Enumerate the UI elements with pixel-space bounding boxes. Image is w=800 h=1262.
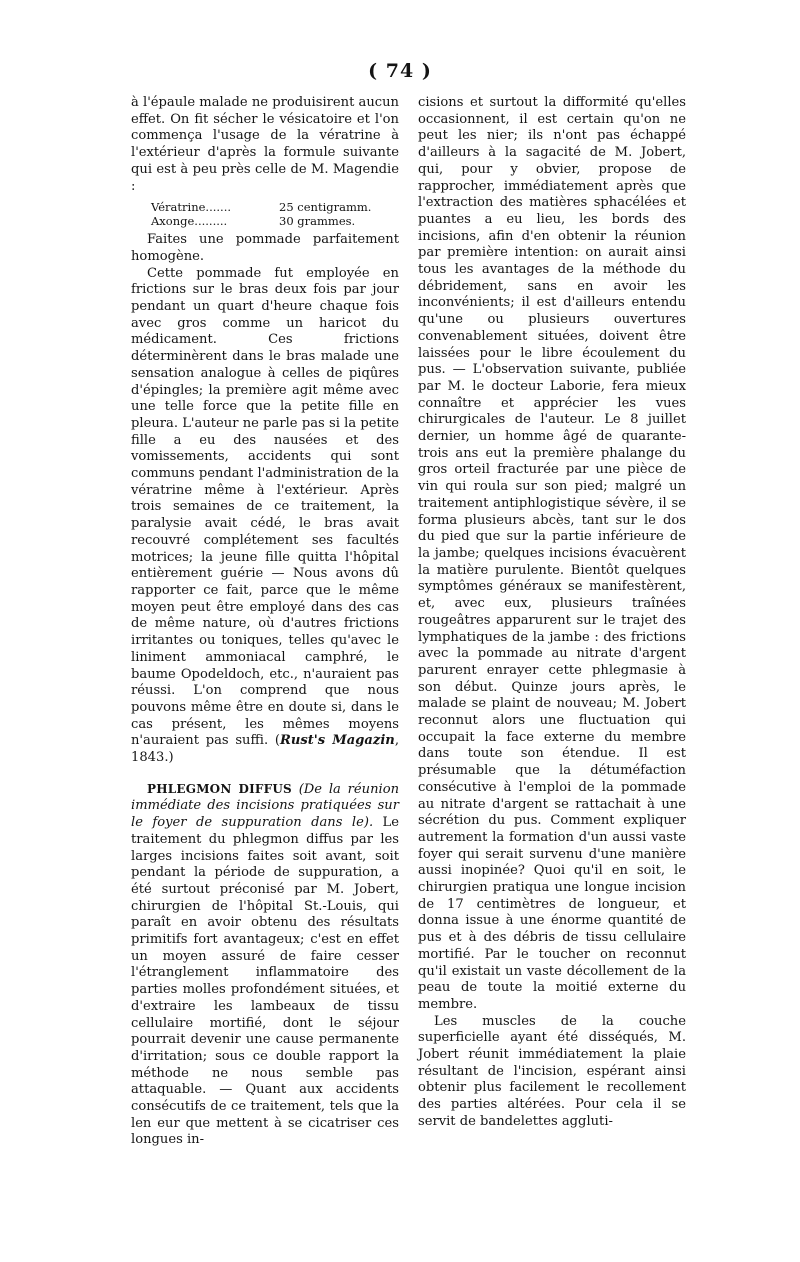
paragraph-instruction: Faites une pommade parfaitement homogène. bbox=[131, 232, 399, 264]
recipe-quantity: 25 centigramm. bbox=[279, 200, 372, 215]
recipe-formula bbox=[151, 200, 399, 228]
paragraph-continuation: cisions et surtout la difformité qu'elles occasionnent, il est certain qu'on ne peut les nier; ils n'ont pas échappé d'ailleurs à la sagacité de M. Jobert, qui, pour y obvier, propose de rapprocher, immédiatement après que l'extraction des matières sphacélées et puantes a eu lieu, les bords des incisions, afin d'en obtenir la réunion par première intention: on aurait ainsi tous les avantages de la méthode du débridement, sans en avoir les inconvénients; il est d'ailleurs entendu qu'une ou plusieurs ouvertures convenablement situées, doivent être laissées pour le libre écoulement du pus. — L'observation suivante, publiée par M. le docteur Laborie, fera mieux connaître et apprécier les vues chirurgicales de l'auteur. Le 8 juillet dernier, un homme âgé de quarante-trois ans eut la première phalange du gros orteil fracturée par une pièce de vin qui roula sur son pied; malgré un traitement antiphlogistique sévère, il se forma plusieurs abcès, tant sur le dos du pied que sur la partie inférieure de la jambe; quelques incisions évacuèrent la matière purulente. Bientôt quelques symptômes généraux se manifestèrent, et, avec eux, plusieurs traînées rougeâtres apparurent sur le trajet des lymphatiques de la jambe : des frictions avec la pommade au nitrate d'argent parurent enrayer cette phlegmasie à son début. Quinze jours après, le malade se plaint de nouveau; M. Jobert reconnut alors une fluctuation qui occupait la face externe du membre dans toute son étendue. Il est présumable que la détuméfaction consécutive à l'emploi de la pommade au nitrate d'argent se rattachait à une sécrétion du pus. Comment expliquer autrement la formation d'un aussi vaste foyer qui serait survenu d'une manière aussi inopinée? Quoi qu'il en soit, le chirurgien pratiqua une longue incision de 17 centimètres de longueur, et donna issue à une énorme quantité de pus et à des débris de tissu cellulaire mortifié. Par le toucher on reconnut qu'il existait un vaste décollement de la peau de toute la moitié externe du membre. bbox=[418, 95, 686, 1012]
section-subtitle: (De la réunion immédiate des incisions pratiquées sur le foyer de suppuration dans le). bbox=[131, 781, 400, 831]
section-title: PHLEGMON DIFFUS bbox=[147, 781, 292, 796]
paragraph-treatment bbox=[131, 266, 399, 767]
paragraph-muscles: Les muscles de la couche superficielle ayant été disséqués, M. Jobert réunit immédiatement la plaie résultant de l'incision, espérant ainsi obtenir plus facilement le recollement des parties altérées. Pour cela il se servit de bandelettes aggluti- bbox=[418, 1013, 686, 1129]
treatment-text: Cette pommade fut employée en frictions sur le bras deux fois par jour pendant un quart d'heure chaque fois avec gros comme un haricot du médicament. Ces frictions déterminèrent dans le bras malade une sensation analogue à celles de piqûres d'épingles; la première agit même avec une telle force que la petite fille en pleura. L'auteur ne parle pas si la petite fille a eu des nausées et des vomissements, accidents qui sont communs pendant l'administration de la vératrine même à l'extérieur. Après trois semaines de ce traitement, la paralysie avait cédé, le bras avait recouvré complétement ses facultés motrices; la jeune fille quitta l'hôpital entièrement guérie — Nous avons dû rapporter ce fait, parce que le même moyen peut être employé dans des cas de même nature, où d'autres frictions irritantes ou toniques, telles qu'avec le liniment ammoniacal camphré, le baume Opodeldoch, etc., n'auraient pas réussi. L'on comprend que nous pouvons même être en doute si, dans le cas présent, les mêmes moyens n'auraient pas suffi. ( bbox=[131, 265, 399, 749]
section-spacer bbox=[131, 767, 399, 781]
recipe-ingredient: Axonge......... bbox=[151, 214, 228, 229]
recipe-ingredient: Vératrine....... bbox=[151, 200, 232, 215]
page-number: ( 74 ) bbox=[368, 60, 432, 82]
citation-year: , 1843.) bbox=[131, 733, 399, 766]
recipe-row bbox=[151, 200, 399, 214]
paragraph-phlegmon bbox=[131, 781, 399, 1149]
paragraph-intro: à l'épaule malade ne produisirent aucun effet. On fit sécher le vésicatoire et l'on commença l'usage de la vératrine à l'extérieur d'après la formule suivante qui est à peu près celle de M. Magendie : bbox=[131, 95, 399, 194]
citation-source: Rust's Magazin bbox=[279, 733, 395, 749]
recipe-row bbox=[151, 214, 399, 228]
right-column bbox=[418, 95, 686, 1131]
left-column bbox=[131, 95, 399, 1149]
phlegmon-text: Le traitement du phlegmon diffus par les larges incisions faites soit avant, soit pendant la période de suppuration, a été surtout préconisé par M. Jobert, chirurgien de l'hôpital St.-Louis, qui paraît en avoir obtenu des résultats primitifs fort avantageux; c'est en effet un moyen assuré de faire cesser l'étranglement inflammatoire des parties molles profondément situées, et d'extraire les lambeaux de tissu cellulaire mortifié, dont le séjour pourrait devenir une cause permanente d'irritation; sous ce double rapport la méthode ne nous semble pas attaquable. — Quant aux accidents consécutifs de ce traitement, tels que la len eur que mettent à se cicatriser ces longues in- bbox=[131, 815, 399, 1148]
recipe-quantity: 30 grammes. bbox=[279, 214, 356, 229]
